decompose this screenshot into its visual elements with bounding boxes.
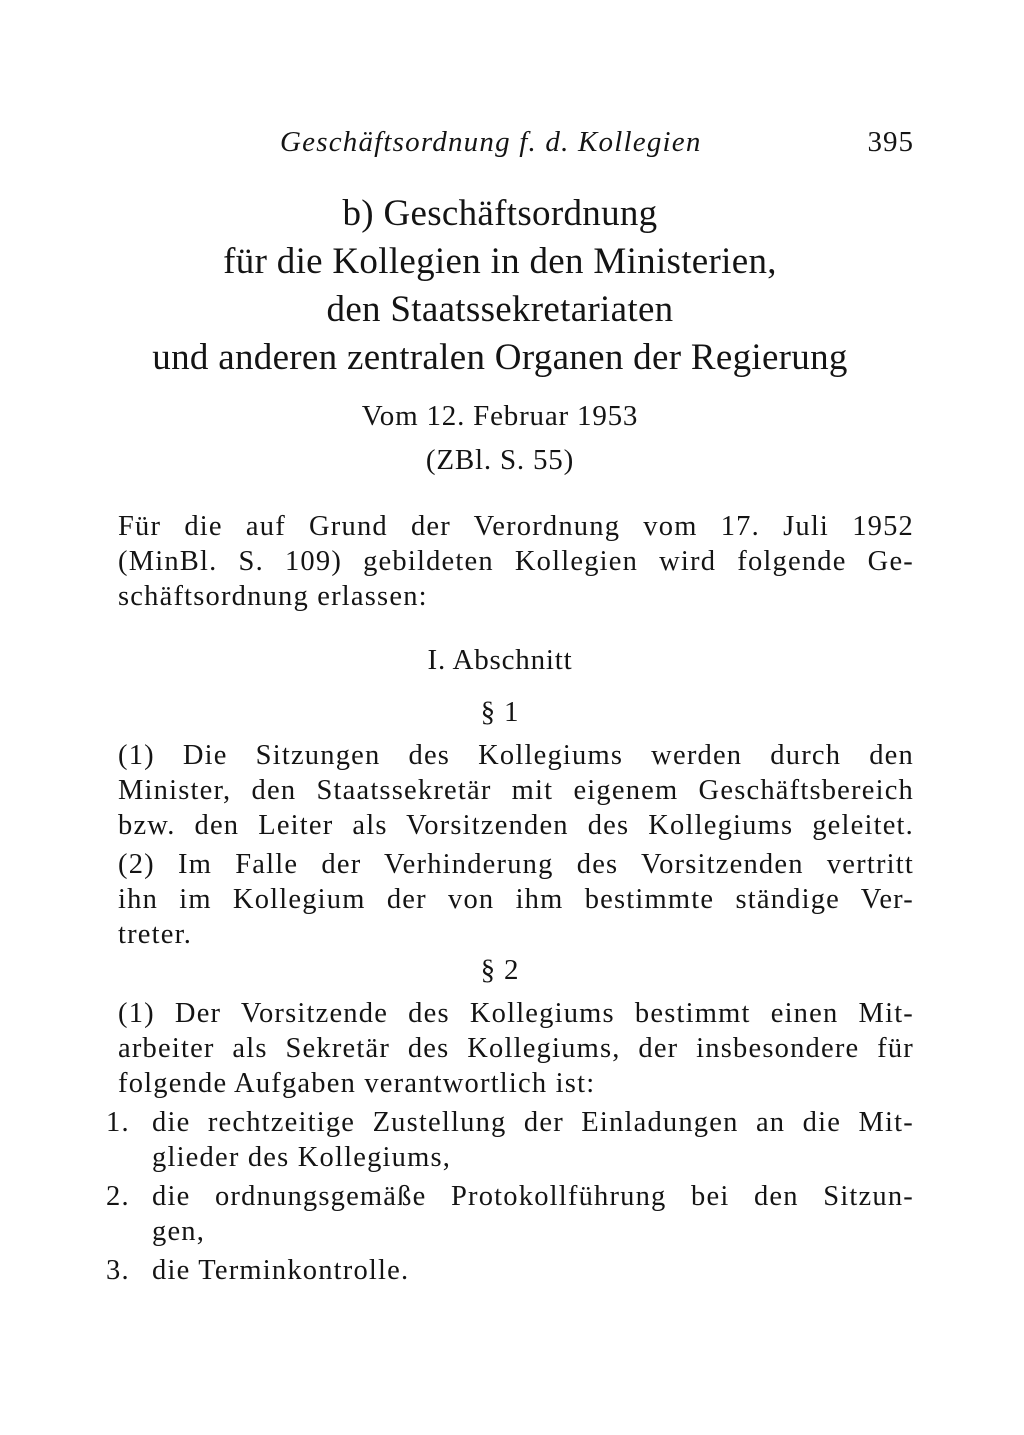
intro-paragraph	[118, 509, 914, 614]
intro-line-2: (MinBl. S. 109) gebildeten Kollegien wird folgende Ge-	[118, 546, 914, 577]
title-line-1: b) Geschäftsordnung	[342, 193, 658, 234]
document-title	[100, 190, 900, 382]
list-number: 1.	[106, 1107, 130, 1138]
text-line: Minister, den Staatssekretär mit eigenem Geschäftsbereich	[118, 775, 914, 806]
paragraph-2-sub-1	[118, 996, 914, 1101]
title-line-3: den Staatssekretariaten	[326, 289, 674, 330]
list-number: 3.	[106, 1255, 130, 1286]
date-line: Vom 12. Februar 1953	[361, 400, 639, 432]
title-line-2: für die Kollegien in den Ministerien,	[223, 241, 777, 282]
intro-line-1: Für die auf Grund der Verordnung vom 17. Juli 1952	[118, 511, 914, 542]
paragraph-2-heading: § 2	[480, 954, 520, 986]
list-item	[106, 1179, 914, 1249]
text-line: bzw. den Leiter als Vorsitzenden des Kollegiums geleitet.	[118, 810, 914, 841]
paragraph-1-body	[118, 738, 914, 956]
section-heading: I. Abschnitt	[427, 644, 573, 676]
text-line: treter.	[118, 919, 193, 950]
text-line: die Terminkontrolle.	[152, 1255, 410, 1286]
text-line: die ordnungsgemäße Protokollführung bei den Sitzun-	[152, 1181, 914, 1212]
paragraph-1-sub-1	[118, 738, 914, 843]
running-head-title: Geschäftsordnung f. d. Kollegien	[280, 126, 702, 158]
text-line: ihn im Kollegium der von ihm bestimmte ständige Ver-	[118, 884, 914, 915]
text-line: arbeiter als Sekretär des Kollegiums, der insbesondere für	[118, 1033, 914, 1064]
text-line: glieder des Kollegiums,	[152, 1142, 452, 1173]
date-block	[100, 394, 900, 482]
source-reference: (ZBl. S. 55)	[425, 444, 575, 476]
paragraph-1-sub-2	[118, 847, 914, 952]
title-line-4: und anderen zentralen Organen der Regierung	[152, 337, 848, 378]
paragraph-1-heading: § 1	[480, 696, 520, 728]
text-line: folgende Aufgaben verantwortlich ist:	[118, 1068, 596, 1099]
list-number: 2.	[106, 1181, 130, 1212]
text-line: gen,	[152, 1216, 206, 1247]
text-line: (1) Die Sitzungen des Kollegiums werden durch den	[118, 740, 914, 771]
text-line: (1) Der Vorsitzende des Kollegiums bestimmt einen Mit-	[118, 998, 914, 1029]
text-line: die rechtzeitige Zustellung der Einladungen an die Mit-	[152, 1107, 914, 1138]
list-item	[106, 1105, 914, 1175]
intro-line-3: schäftsordnung erlassen:	[118, 581, 428, 612]
paragraph-2-body	[106, 996, 914, 1288]
running-head	[118, 120, 914, 164]
page-number: 395	[867, 126, 914, 158]
text-line: (2) Im Falle der Verhinderung des Vorsitzenden vertritt	[118, 849, 914, 880]
list-item	[106, 1253, 914, 1288]
